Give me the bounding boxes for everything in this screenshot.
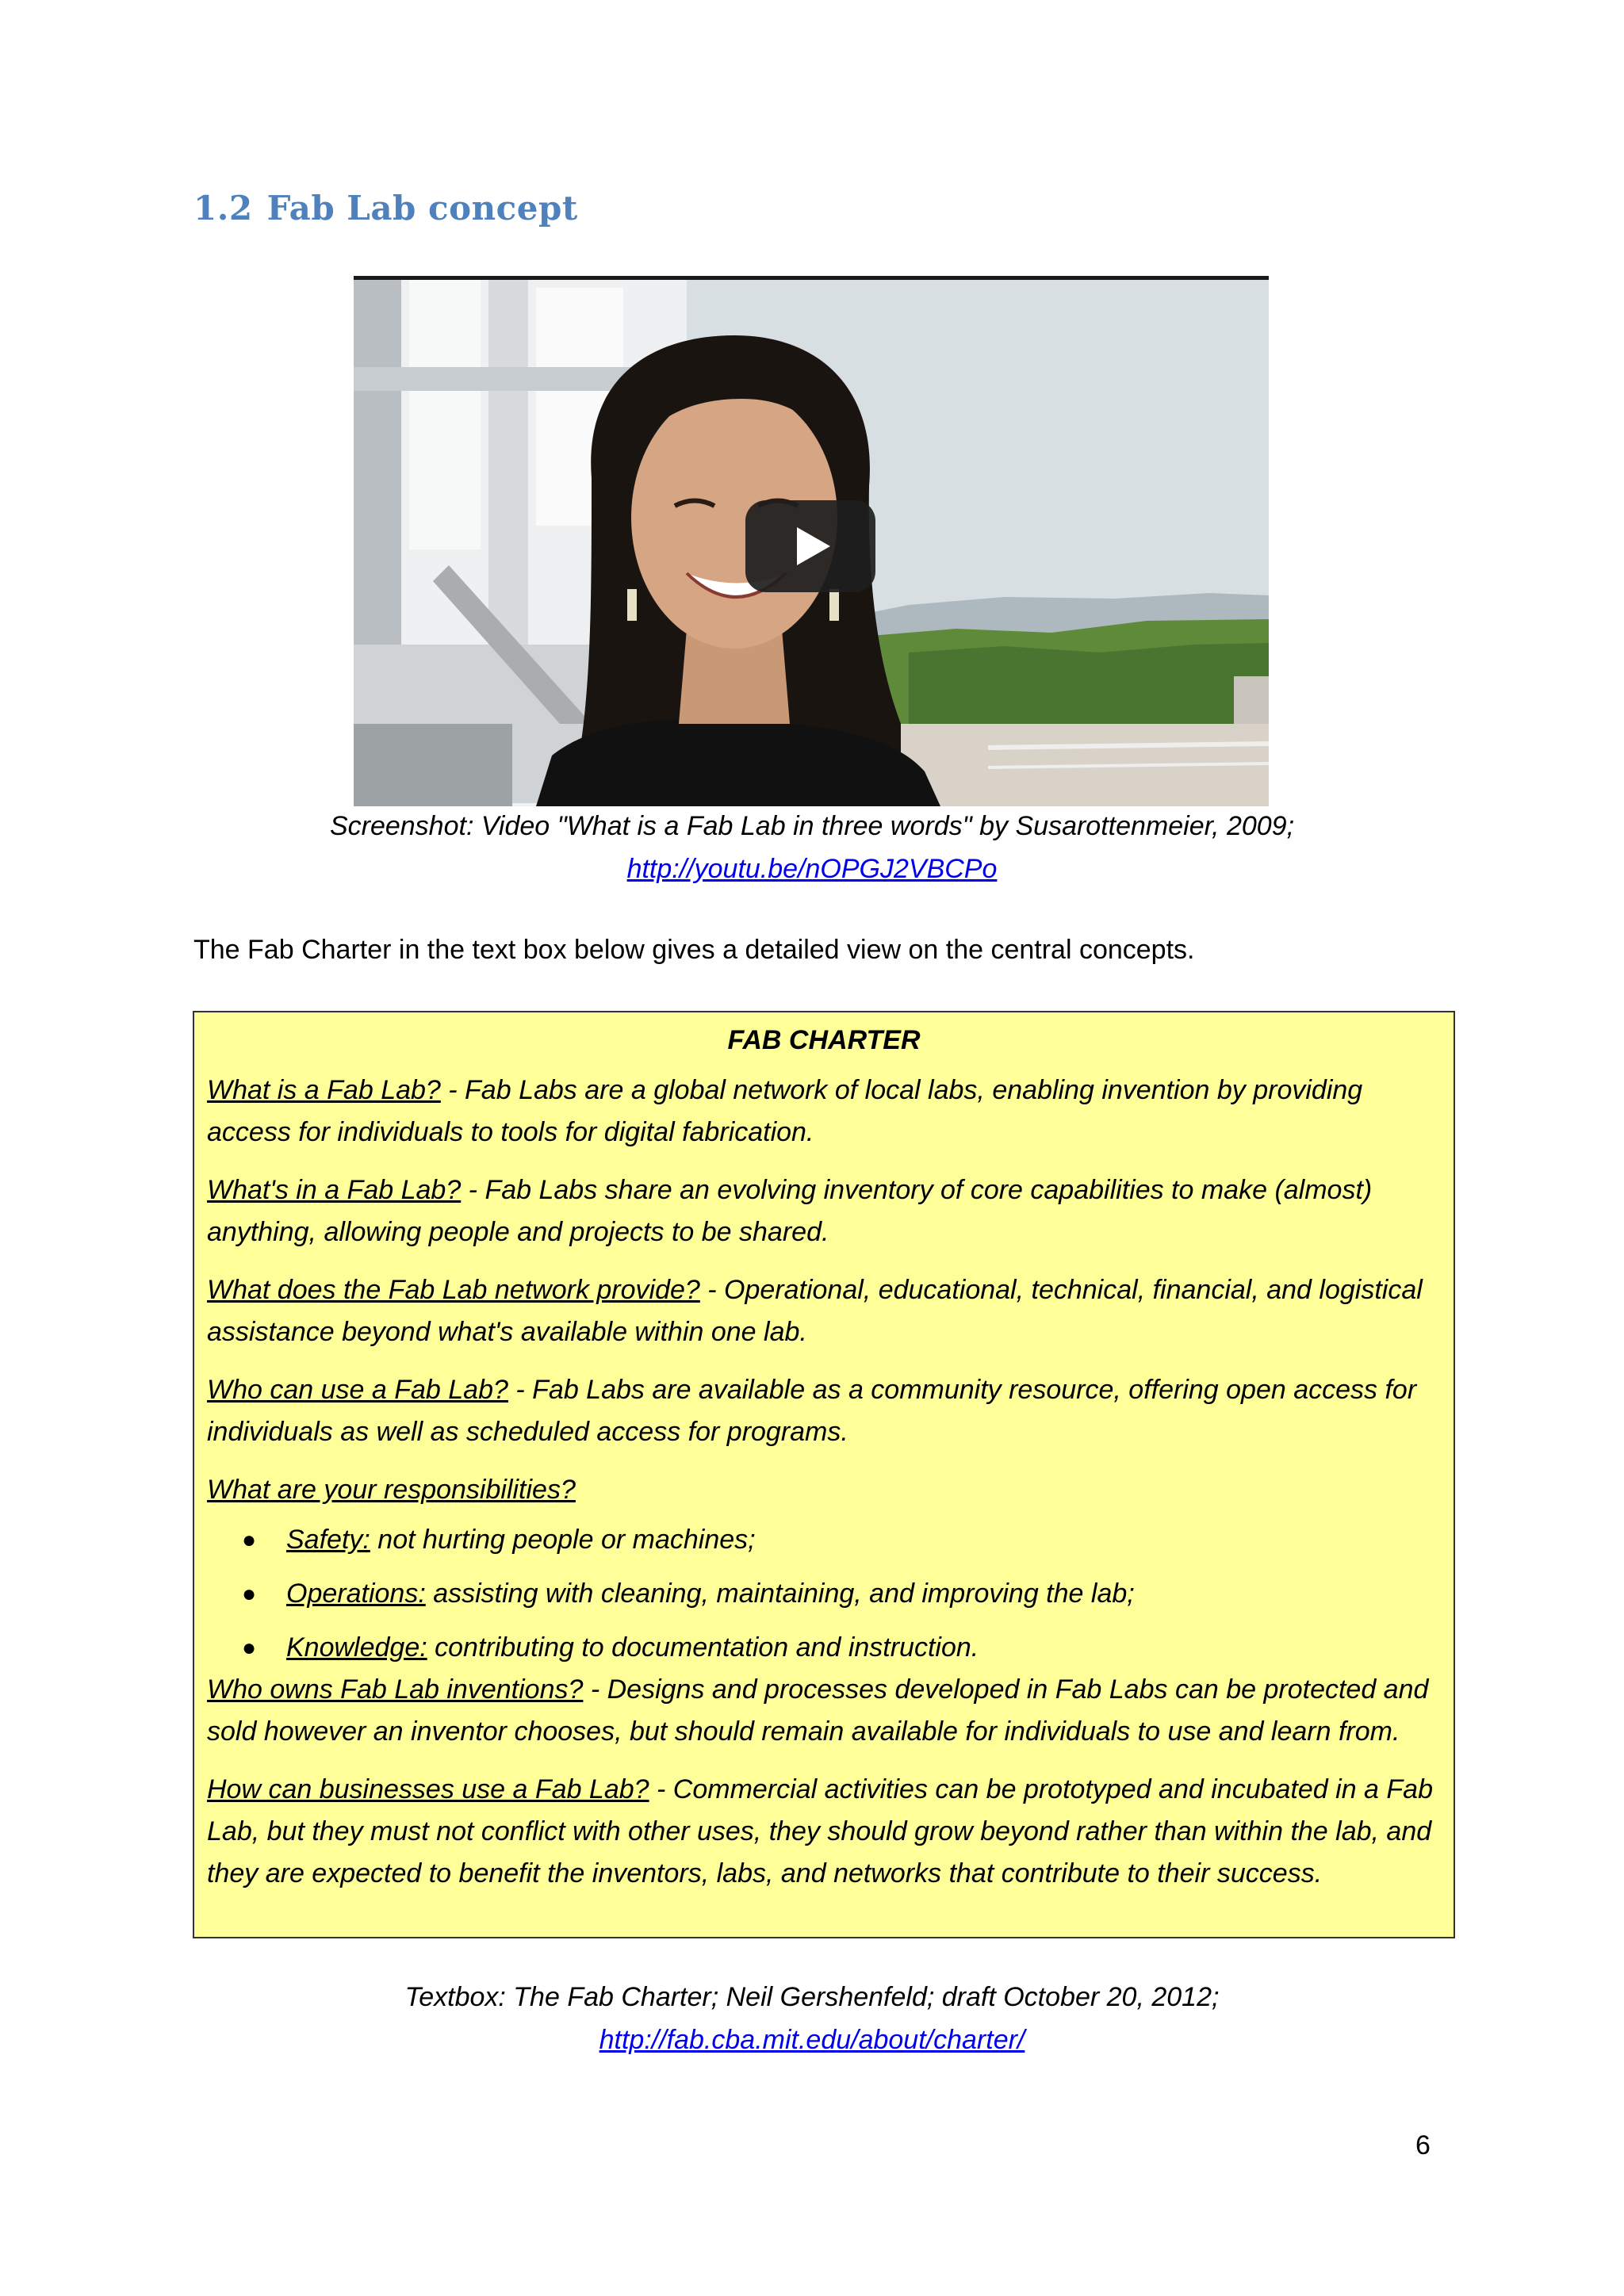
charter-answer: - Operational, educational, technical, financial, and logistical assistance beyond what's available within one lab.: [207, 1275, 1423, 1347]
section-number: 1.2: [193, 189, 253, 228]
charter-title: FAB CHARTER: [727, 1025, 921, 1055]
video-caption-text: Screenshot: Video "What is a Fab Lab in three words" by Susarottenmeier, 2009;: [329, 811, 1295, 841]
section-heading: [193, 189, 578, 228]
fab-charter-textbox: [193, 1011, 1455, 1938]
intro-paragraph: The Fab Charter in the text box below gives a detailed view on the central concepts.: [193, 935, 1195, 965]
responsibility-text: contributing to documentation and instruction.: [427, 1632, 979, 1663]
responsibilities-list: [207, 1519, 1441, 1669]
bullet-icon: ●: [242, 1527, 257, 1553]
list-item: [207, 1519, 1441, 1561]
responsibility-text: not hurting people or machines;: [370, 1525, 756, 1555]
responsibility-term: Knowledge:: [286, 1632, 427, 1663]
charter-question: How can businesses use a Fab Lab?: [207, 1774, 649, 1804]
play-button[interactable]: [745, 500, 875, 592]
textbox-caption: [0, 1981, 1624, 2056]
charter-answer: - Fab Labs share an evolving inventory of core capabilities to make (almost) anything, allowing people and projects to be shared.: [207, 1175, 1373, 1247]
bullet-icon: ●: [242, 1635, 257, 1661]
charter-item: [207, 1070, 1441, 1154]
responsibility-term: Safety:: [286, 1525, 370, 1555]
bullet-icon: ●: [242, 1581, 257, 1607]
charter-question: What does the Fab Lab network provide?: [207, 1275, 700, 1305]
charter-answer: - Commercial activities can be prototyped and incubated in a Fab Lab, but they must not conflict with other uses, they should grow beyond rather than within the lab, and they are expected to benefit the inventors, labs, and networks that contribute to their success.: [207, 1774, 1433, 1888]
charter-item: [207, 1169, 1441, 1253]
charter-question: What is a Fab Lab?: [207, 1075, 441, 1105]
charter-item: [207, 1369, 1441, 1453]
video-thumbnail[interactable]: [354, 276, 1269, 806]
list-item: [207, 1573, 1441, 1615]
charter-answer: - Designs and processes developed in Fab Labs can be protected and sold however an inventor chooses, but should remain available for individuals to use and learn from.: [207, 1674, 1429, 1747]
charter-item: [207, 1669, 1441, 1753]
charter-answer: - Fab Labs are available as a community resource, offering open access for individuals as well as scheduled access for programs.: [207, 1375, 1417, 1447]
charter-question: What are your responsibilities?: [207, 1475, 576, 1505]
charter-link[interactable]: http://fab.cba.mit.edu/about/charter/: [599, 2025, 1025, 2055]
section-title: Fab Lab concept: [266, 189, 578, 228]
charter-question: Who owns Fab Lab inventions?: [207, 1674, 584, 1705]
charter-item: [207, 1269, 1441, 1353]
charter-answer: - Fab Labs are a global network of local labs, enabling invention by providing access for individuals to tools for digital fabrication.: [207, 1075, 1363, 1147]
responsibility-term: Operations:: [286, 1578, 426, 1609]
charter-question: Who can use a Fab Lab?: [207, 1375, 508, 1405]
responsibility-text: assisting with cleaning, maintaining, and improving the lab;: [425, 1578, 1135, 1609]
play-icon: [797, 527, 830, 565]
textbox-caption-text: Textbox: The Fab Charter; Neil Gershenfeld; draft October 20, 2012;: [404, 1982, 1220, 2012]
charter-question: What's in a Fab Lab?: [207, 1175, 462, 1205]
charter-item: [207, 1769, 1441, 1895]
page-number: 6: [1415, 2130, 1431, 2160]
video-caption: [0, 810, 1624, 885]
list-item: [207, 1627, 1441, 1669]
video-link[interactable]: http://youtu.be/nOPGJ2VBCPo: [626, 854, 998, 884]
charter-item: [207, 1469, 1441, 1511]
